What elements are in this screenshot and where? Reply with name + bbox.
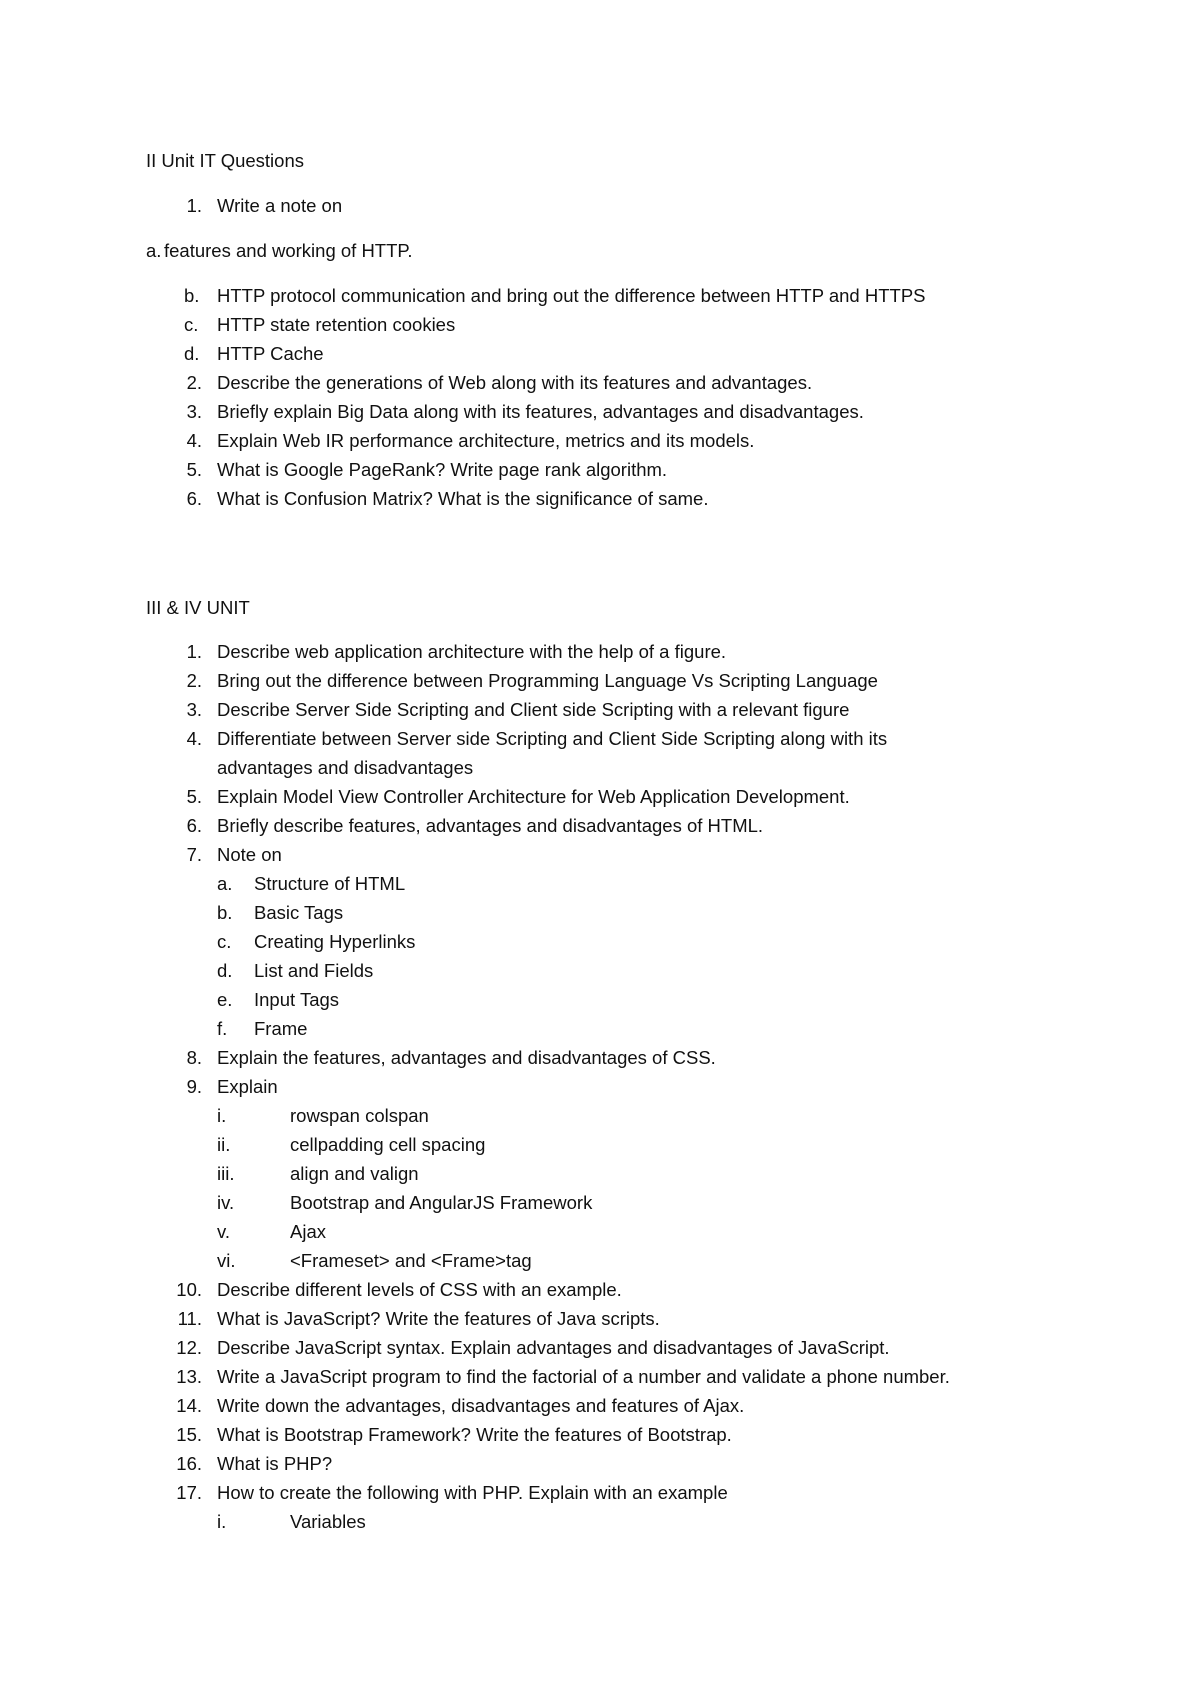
list-item: [0, 640, 1200, 669]
list-marker: 11.: [177, 1308, 202, 1329]
list-marker: 10.: [176, 1279, 202, 1300]
sub-list-item: [0, 988, 1200, 1017]
list-item: [0, 1278, 1200, 1307]
list-item-text: Explain Web IR performance architecture, metrics and its models.: [217, 430, 755, 451]
list-item-text: Basic Tags: [254, 902, 344, 923]
list-marker: 9.: [186, 1076, 202, 1097]
list-item: [0, 698, 1200, 727]
list-marker: 3.: [186, 699, 202, 720]
list-marker: ii.: [217, 1134, 231, 1155]
section-heading-unit-2: II Unit IT Questions: [146, 150, 304, 171]
list-marker: vi.: [217, 1250, 236, 1271]
list-marker: a.: [146, 240, 162, 261]
list-marker: 5.: [186, 459, 202, 480]
list-marker: 14.: [176, 1395, 202, 1416]
sub-list-item: [0, 1133, 1200, 1162]
list-item: [0, 313, 1200, 342]
list-item-text: Structure of HTML: [254, 873, 406, 894]
sub-list-item: [0, 901, 1200, 930]
list-item: [0, 814, 1200, 843]
list-item-text: Describe the generations of Web along with its features and advantages.: [217, 372, 813, 393]
list-item-text: Describe JavaScript syntax. Explain advantages and disadvantages of JavaScript.: [217, 1337, 890, 1358]
list-item-text: Bring out the difference between Programming Language Vs Scripting Language: [217, 670, 878, 691]
list-item-text: <Frameset> and <Frame>tag: [290, 1250, 532, 1271]
list-marker: 7.: [186, 844, 202, 865]
list-item-text: Briefly describe features, advantages and disadvantages of HTML.: [217, 815, 764, 836]
list-item: [0, 487, 1200, 516]
list-item-text: Write down the advantages, disadvantages and features of Ajax.: [217, 1395, 745, 1416]
list-item-text: Describe Server Side Scripting and Client side Scripting with a relevant figure: [217, 699, 850, 720]
list-item: [0, 194, 1200, 223]
list-marker: 6.: [186, 488, 202, 509]
list-item-text: Ajax: [290, 1221, 326, 1242]
list-item-text: Write a JavaScript program to find the factorial of a number and validate a phone number.: [217, 1366, 950, 1387]
list-marker: i.: [217, 1511, 227, 1532]
list-item-text: Explain the features, advantages and disadvantages of CSS.: [217, 1047, 716, 1068]
list-item: [0, 1452, 1200, 1481]
list-item-text: Describe different levels of CSS with an example.: [217, 1279, 622, 1300]
sub-list-item: [0, 1104, 1200, 1133]
list-marker: i.: [217, 1105, 227, 1126]
list-item-text: Briefly explain Big Data along with its features, advantages and disadvantages.: [217, 401, 864, 422]
list-item-text: HTTP protocol communication and bring out the difference between HTTP and HTTPS: [217, 285, 926, 306]
list-item: [0, 371, 1200, 400]
list-item-text: What is Confusion Matrix? What is the significance of same.: [217, 488, 709, 509]
list-marker: c.: [184, 314, 199, 335]
list-marker: 8.: [186, 1047, 202, 1068]
list-item-text: Explain: [217, 1076, 278, 1097]
sub-list-item: [0, 930, 1200, 959]
sub-list-item: [0, 872, 1200, 901]
list-marker: b.: [184, 285, 200, 306]
list-marker: 3.: [186, 401, 202, 422]
list-marker: a.: [217, 873, 233, 894]
list-item-continuation: [0, 756, 1200, 785]
list-marker: 2.: [186, 670, 202, 691]
sub-list-item: [0, 1191, 1200, 1220]
list-item-text: Explain Model View Controller Architecture for Web Application Development.: [217, 786, 850, 807]
list-item: [0, 429, 1200, 458]
list-item: [0, 400, 1200, 429]
list-item-text: features and working of HTTP.: [164, 240, 413, 261]
section-heading-unit-3-4: III & IV UNIT: [146, 597, 250, 618]
list-item-text: Variables: [290, 1511, 366, 1532]
list-marker: 16.: [176, 1453, 202, 1474]
list-marker: 13.: [176, 1366, 202, 1387]
list-marker: f.: [217, 1018, 228, 1039]
list-marker: 5.: [186, 786, 202, 807]
list-item-text: advantages and disadvantages: [217, 757, 474, 778]
list-item: [0, 1481, 1200, 1510]
sub-list-item: [0, 1249, 1200, 1278]
list-item-text: Differentiate between Server side Scripting and Client Side Scripting along with its: [217, 728, 888, 749]
list-marker: 1.: [186, 641, 202, 662]
list-item: [0, 843, 1200, 872]
list-marker: d.: [217, 960, 233, 981]
list-item: [0, 284, 1200, 313]
sub-list-item: [0, 1510, 1200, 1539]
list-item-text: align and valign: [290, 1163, 419, 1184]
sub-list-item: [0, 1220, 1200, 1249]
list-item-text: rowspan colspan: [290, 1105, 429, 1126]
list-marker: d.: [184, 343, 200, 364]
list-item: [0, 727, 1200, 756]
list-marker: b.: [217, 902, 233, 923]
list-marker: 4.: [186, 430, 202, 451]
list-item-text: HTTP state retention cookies: [217, 314, 456, 335]
sub-list-item: [0, 959, 1200, 988]
list-marker: 17.: [176, 1482, 202, 1503]
list-item-text: List and Fields: [254, 960, 374, 981]
list-marker: 4.: [186, 728, 202, 749]
list-item-text: cellpadding cell spacing: [290, 1134, 486, 1155]
list-marker: v.: [217, 1221, 231, 1242]
list-item-text: Frame: [254, 1018, 308, 1039]
list-item-text: What is PHP?: [217, 1453, 333, 1474]
list-item-text: Input Tags: [254, 989, 340, 1010]
list-marker: 12.: [176, 1337, 202, 1358]
list-item: [0, 1423, 1200, 1452]
list-item-text: Describe web application architecture with the help of a figure.: [217, 641, 727, 662]
list-item: [0, 669, 1200, 698]
list-item-text: What is Google PageRank? Write page rank algorithm.: [217, 459, 668, 480]
list-item-text: Note on: [217, 844, 282, 865]
list-item-text: How to create the following with PHP. Explain with an example: [217, 1482, 728, 1503]
list-marker: c.: [217, 931, 232, 952]
list-item-text: Bootstrap and AngularJS Framework: [290, 1192, 593, 1213]
list-item-text: What is Bootstrap Framework? Write the features of Bootstrap.: [217, 1424, 732, 1445]
list-item: [0, 1365, 1200, 1394]
list-marker: 1.: [186, 195, 202, 216]
list-marker: e.: [217, 989, 233, 1010]
list-marker: 2.: [186, 372, 202, 393]
list-item: [0, 458, 1200, 487]
sub-list-item: [0, 1017, 1200, 1046]
list-marker: 15.: [176, 1424, 202, 1445]
list-item: [0, 1046, 1200, 1075]
list-marker: 6.: [186, 815, 202, 836]
list-item: [0, 785, 1200, 814]
list-item: [0, 342, 1200, 371]
list-marker: iv.: [217, 1192, 235, 1213]
list-item: [0, 1307, 1200, 1336]
list-marker: iii.: [217, 1163, 235, 1184]
list-item: [0, 1075, 1200, 1104]
list-item-text: Creating Hyperlinks: [254, 931, 416, 952]
sub-list-item: [0, 1162, 1200, 1191]
list-item-text: What is JavaScript? Write the features of Java scripts.: [217, 1308, 660, 1329]
list-item-text: HTTP Cache: [217, 343, 324, 364]
list-item: [0, 239, 1200, 268]
list-item: [0, 1394, 1200, 1423]
list-item: [0, 1336, 1200, 1365]
list-item-text: Write a note on: [217, 195, 343, 216]
